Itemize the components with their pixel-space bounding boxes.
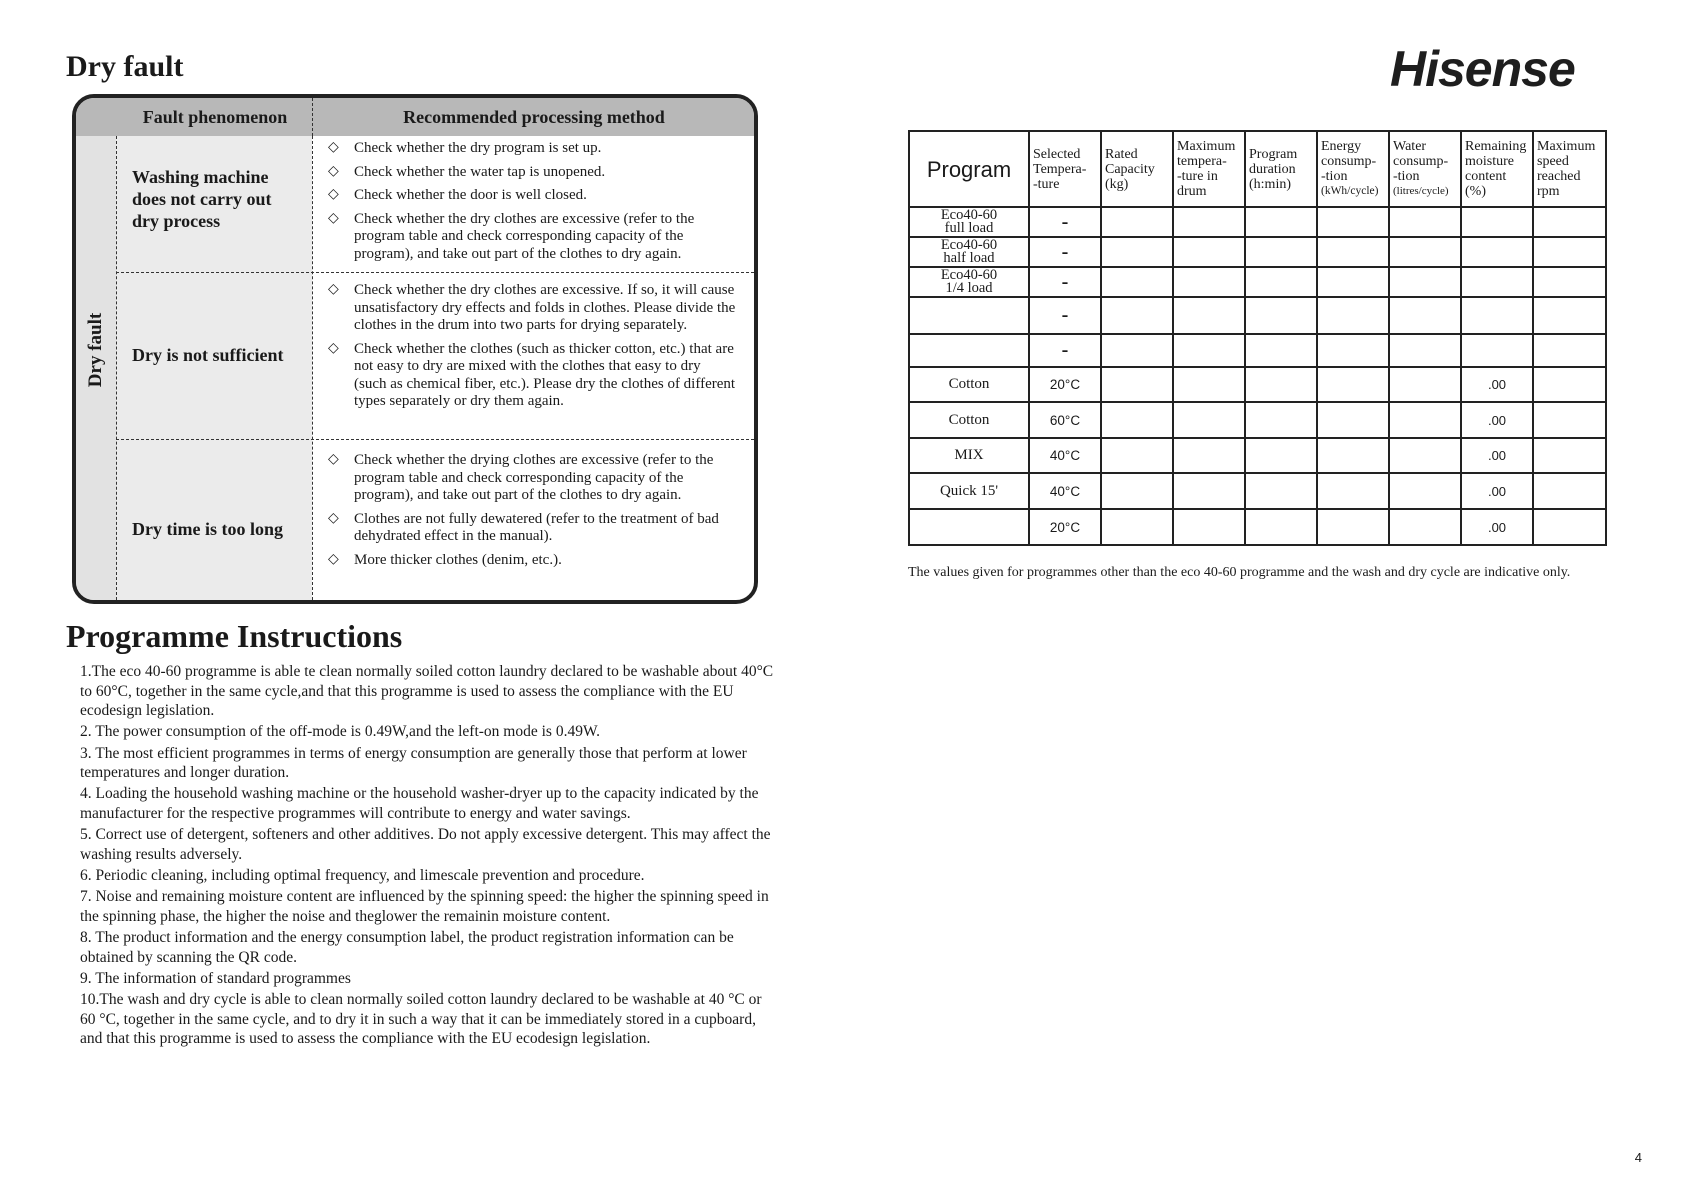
temperature-cell: 40°C [1029, 473, 1101, 509]
temperature-cell: 20°C [1029, 367, 1101, 402]
table-row [909, 473, 1606, 509]
table-cell [1173, 334, 1245, 367]
table-row [909, 402, 1606, 438]
header-speed [1533, 131, 1606, 207]
table-cell [1245, 334, 1317, 367]
moisture-cell: .00 [1461, 367, 1533, 402]
header-line: tempera- [1177, 154, 1227, 169]
table-cell [1173, 402, 1245, 438]
instruction-item: 3. The most efficient programmes in terms of energy consumption are generally those that perform at lower temperatures and longer duration. [80, 744, 747, 782]
moisture-cell: .00 [1461, 438, 1533, 473]
header-line: Selected [1033, 146, 1081, 162]
header-program: Program [909, 131, 1029, 207]
instruction-item: 4. Loading the household washing machine or the household washer-dryer up to the capacity indicated by the manufacturer for the respective programmes will contribute to energy and water savings. [80, 785, 759, 822]
header-line: consump- [1321, 154, 1377, 169]
instruction-item: 8. The product information and the energy consumption label, the product registration information can be obtained by scanning the QR code. [80, 929, 734, 966]
table-row [909, 297, 1606, 334]
table-row [909, 367, 1606, 402]
program-name [909, 334, 1029, 367]
header-line: -ture [1033, 176, 1060, 192]
program-name-line: Eco40-60 [940, 267, 998, 283]
diamond-icon: ◇ [328, 140, 339, 155]
page-title: Dry fault [66, 50, 184, 83]
diamond-icon: ◇ [328, 340, 339, 356]
moisture-cell [1461, 207, 1533, 237]
table-cell [1173, 297, 1245, 334]
table-cell [1317, 473, 1389, 509]
instruction-item: 2. The power consumption of the off-mode is 0.49W,and the left-on mode is 0.49W. [80, 723, 601, 741]
table-cell [1389, 402, 1461, 438]
table-cell [1245, 402, 1317, 438]
header-line: reached [1537, 169, 1581, 184]
moisture-cell [1461, 334, 1533, 367]
header-line: Capacity [1105, 161, 1155, 177]
fault-phenomenon: Washing machine does not carry out dry process [132, 167, 272, 231]
method-list [328, 452, 736, 575]
diamond-icon: ◇ [328, 551, 339, 567]
program-name [909, 207, 1029, 237]
table-cell [1389, 267, 1461, 297]
logo-text: Hisense [1390, 41, 1575, 97]
program-name: Cotton [909, 367, 1029, 402]
column-divider [312, 136, 313, 600]
table-cell [1533, 509, 1606, 545]
diamond-icon: ◇ [328, 282, 339, 297]
table-footnote: The values given for programmes other than the eco 40-60 programme and the wash and dry cycle are indicative only. [908, 565, 1571, 580]
method-item [328, 140, 736, 158]
table-cell [1173, 267, 1245, 297]
method-text: Check whether the door is well closed. [354, 187, 587, 203]
table-row [909, 334, 1606, 367]
moisture-cell: .00 [1461, 509, 1533, 545]
moisture-cell [1461, 297, 1533, 334]
table-header-row [909, 131, 1606, 207]
section-title: Programme Instructions [66, 618, 403, 654]
temperature-cell: 60°C [1029, 402, 1101, 438]
table-row [909, 207, 1606, 237]
temperature-cell: 40°C [1029, 438, 1101, 473]
table-cell [1533, 473, 1606, 509]
program-name-line: full load [944, 220, 994, 236]
method-text: Check whether the clothes (such as thicker cotton, etc.) that are not easy to dry are mixed with the clothes that easy to dry (such as chemical fiber, etc.). Please dry the clothes of different types separately or dry them again. [354, 340, 736, 409]
table-cell [1173, 473, 1245, 509]
header-line: -tion [1393, 169, 1420, 184]
table-cell [1173, 237, 1245, 267]
table-cell [1389, 297, 1461, 334]
temperature-cell: - [1029, 237, 1101, 267]
temperature-cell: - [1029, 334, 1101, 367]
moisture-cell: .00 [1461, 402, 1533, 438]
table-cell [1389, 438, 1461, 473]
header-line: Program [1249, 146, 1298, 162]
table-cell [1101, 438, 1173, 473]
table-cell [1533, 334, 1606, 367]
method-item [328, 452, 736, 505]
header-temperature [1029, 131, 1101, 207]
method-list [328, 282, 736, 417]
header-recommended-method: Recommended processing method [403, 107, 665, 127]
method-text: Clothes are not fully dewatered (refer to the treatment of bad dehydrated effect in the manual). [354, 510, 719, 544]
table-cell [1101, 509, 1173, 545]
header-max-temp [1173, 131, 1245, 207]
instruction-item: 1.The eco 40-60 programme is able te clean normally soiled cotton laundry declared to be washable about 40°C to 60°C, together in the same cycle,and that this programme is used to assess the compliance with the EU ecodesign legislation. [80, 663, 774, 719]
method-text: Check whether the dry program is set up. [354, 140, 602, 156]
header-line: moisture [1465, 154, 1514, 169]
header-line: drum [1177, 184, 1207, 199]
program-name [909, 267, 1029, 297]
table-cell [1245, 509, 1317, 545]
header-duration [1245, 131, 1317, 207]
table-cell [1533, 438, 1606, 473]
table-cell [1245, 237, 1317, 267]
table-cell [1317, 267, 1389, 297]
instruction-item: 6. Periodic cleaning, including optimal frequency, and limescale prevention and procedure. [80, 866, 645, 884]
table-cell [1101, 334, 1173, 367]
row-divider [116, 272, 754, 273]
table-cell [1389, 473, 1461, 509]
diamond-icon: ◇ [328, 452, 339, 467]
temperature-cell: - [1029, 207, 1101, 237]
table-row [909, 267, 1606, 297]
table-row [909, 237, 1606, 267]
method-item [328, 211, 736, 264]
method-item [328, 341, 736, 411]
table-cell [1317, 297, 1389, 334]
table-cell [1245, 367, 1317, 402]
table-cell [1533, 237, 1606, 267]
table-cell [1245, 267, 1317, 297]
header-line: -tion [1321, 169, 1348, 184]
header-water [1389, 131, 1461, 207]
program-table [908, 130, 1607, 546]
header-energy [1317, 131, 1389, 207]
table-cell [1389, 237, 1461, 267]
table-cell [1389, 207, 1461, 237]
header-line: Water [1393, 139, 1427, 154]
diamond-icon: ◇ [328, 510, 339, 526]
header-line: Rated [1105, 146, 1138, 162]
header-line: -ture in [1177, 169, 1218, 184]
header-line: speed [1537, 154, 1569, 169]
page-number: 4 [1634, 1150, 1642, 1165]
program-name [909, 297, 1029, 334]
header-line: content [1465, 169, 1507, 184]
table-cell [1389, 334, 1461, 367]
program-name-line: Eco40-60 [940, 207, 998, 223]
method-list [328, 140, 736, 269]
method-text: More thicker clothes (denim, etc.). [354, 551, 562, 568]
diamond-icon: ◇ [328, 187, 339, 202]
table-cell [1317, 509, 1389, 545]
header-line: duration [1249, 161, 1296, 177]
method-item [328, 187, 736, 205]
hisense-logo [1390, 38, 1630, 98]
table-cell [1173, 438, 1245, 473]
header-line: Remaining [1465, 139, 1527, 154]
program-name: MIX [909, 438, 1029, 473]
diamond-icon: ◇ [328, 163, 339, 179]
table-cell [1533, 207, 1606, 237]
header-fault-phenomenon: Fault phenomenon [142, 107, 288, 127]
table-row [909, 509, 1606, 545]
temperature-cell: 20°C [1029, 509, 1101, 545]
instruction-item: 9. The information of standard programmes [80, 969, 351, 987]
table-cell [1101, 207, 1173, 237]
table-cell [1389, 509, 1461, 545]
header-line: (%) [1465, 184, 1486, 199]
table-cell [1245, 438, 1317, 473]
header-line: Energy [1321, 139, 1362, 154]
table-cell [1245, 297, 1317, 334]
method-item [328, 552, 736, 570]
instruction-item: 7. Noise and remaining moisture content are influenced by the spinning speed: the higher the spinning speed in the spinning phase, the higher the noise and theglower the remainin moisture content. [80, 888, 769, 925]
dry-fault-table [72, 94, 758, 604]
table-cell [1317, 207, 1389, 237]
header-capacity [1101, 131, 1173, 207]
program-name: Quick 15' [909, 473, 1029, 509]
header-moisture [1461, 131, 1533, 207]
row-divider [116, 439, 754, 440]
table-cell [1101, 237, 1173, 267]
temperature-cell: - [1029, 297, 1101, 334]
fault-table-header [76, 98, 754, 136]
temperature-cell: - [1029, 267, 1101, 297]
table-cell [1173, 207, 1245, 237]
moisture-cell [1461, 237, 1533, 267]
header-line: Maximum [1537, 139, 1596, 154]
header-line: (kg) [1105, 176, 1129, 192]
moisture-cell [1461, 267, 1533, 297]
table-row [909, 438, 1606, 473]
method-item [328, 164, 736, 182]
program-name [909, 509, 1029, 545]
table-cell [1101, 473, 1173, 509]
table-cell [1389, 367, 1461, 402]
instruction-item: 5. Correct use of detergent, softeners and other additives. Do not apply excessive detergent. This may affect the washing results adversely. [80, 826, 771, 863]
method-text: Check whether the dry clothes are excessive (refer to the program table and check corresponding capacity of the program), and take out part of the clothes to dry again. [354, 210, 695, 262]
header-line: rpm [1537, 184, 1560, 199]
instruction-item: 10.The wash and dry cycle is able to clean normally soiled cotton laundry declared to be washable at 40 °C or 60 °C, together in the same cycle, and to dry it in such a way that it can be immediately stored in a cupboard, and that this programme is used to assess the compliance with the EU ecodesign legislation. [80, 991, 762, 1048]
program-name-line: 1/4 load [945, 280, 993, 296]
method-item [328, 282, 736, 335]
table-cell [1317, 402, 1389, 438]
program-name [909, 237, 1029, 267]
table-cell [1533, 402, 1606, 438]
fault-phenomenon: Dry is not sufficient [132, 345, 284, 365]
method-text: Check whether the dry clothes are excessive. If so, it will cause unsatisfactory dry effects and folds in clothes. Please divide the clothes in the drum into two parts for drying separately. [354, 282, 736, 333]
table-cell [1533, 267, 1606, 297]
method-text: Check whether the water tap is unopened. [354, 163, 606, 180]
method-item [328, 511, 736, 546]
header-line: Maximum [1177, 139, 1236, 154]
header-line: (h:min) [1249, 176, 1291, 192]
table-cell [1317, 367, 1389, 402]
table-cell [1533, 367, 1606, 402]
program-name-line: Eco40-60 [940, 237, 998, 253]
method-text: Check whether the drying clothes are excessive (refer to the program table and check corresponding capacity of the program), and take out part of the clothes to dry again. [354, 452, 714, 503]
side-label: Dry fault [85, 312, 106, 388]
program-name: Cotton [909, 402, 1029, 438]
table-cell [1101, 297, 1173, 334]
header-line: consump- [1393, 154, 1449, 169]
header-line: Tempera- [1033, 161, 1087, 177]
fault-phenomenon: Dry time is too long [132, 519, 283, 539]
table-cell [1173, 367, 1245, 402]
moisture-cell: .00 [1461, 473, 1533, 509]
table-cell [1317, 334, 1389, 367]
table-cell [1317, 438, 1389, 473]
table-cell [1245, 207, 1317, 237]
table-cell [1101, 367, 1173, 402]
column-divider [116, 136, 117, 600]
table-cell [1173, 509, 1245, 545]
program-name-line: half load [943, 250, 995, 266]
header-line: (kWh/cycle) [1321, 185, 1379, 197]
table-cell [1101, 267, 1173, 297]
table-cell [1245, 473, 1317, 509]
table-cell [1533, 297, 1606, 334]
programme-instructions [80, 662, 780, 1050]
header-divider [312, 98, 313, 136]
table-cell [1317, 237, 1389, 267]
table-cell [1101, 402, 1173, 438]
diamond-icon: ◇ [328, 210, 339, 226]
header-line: (litres/cycle) [1393, 185, 1449, 197]
